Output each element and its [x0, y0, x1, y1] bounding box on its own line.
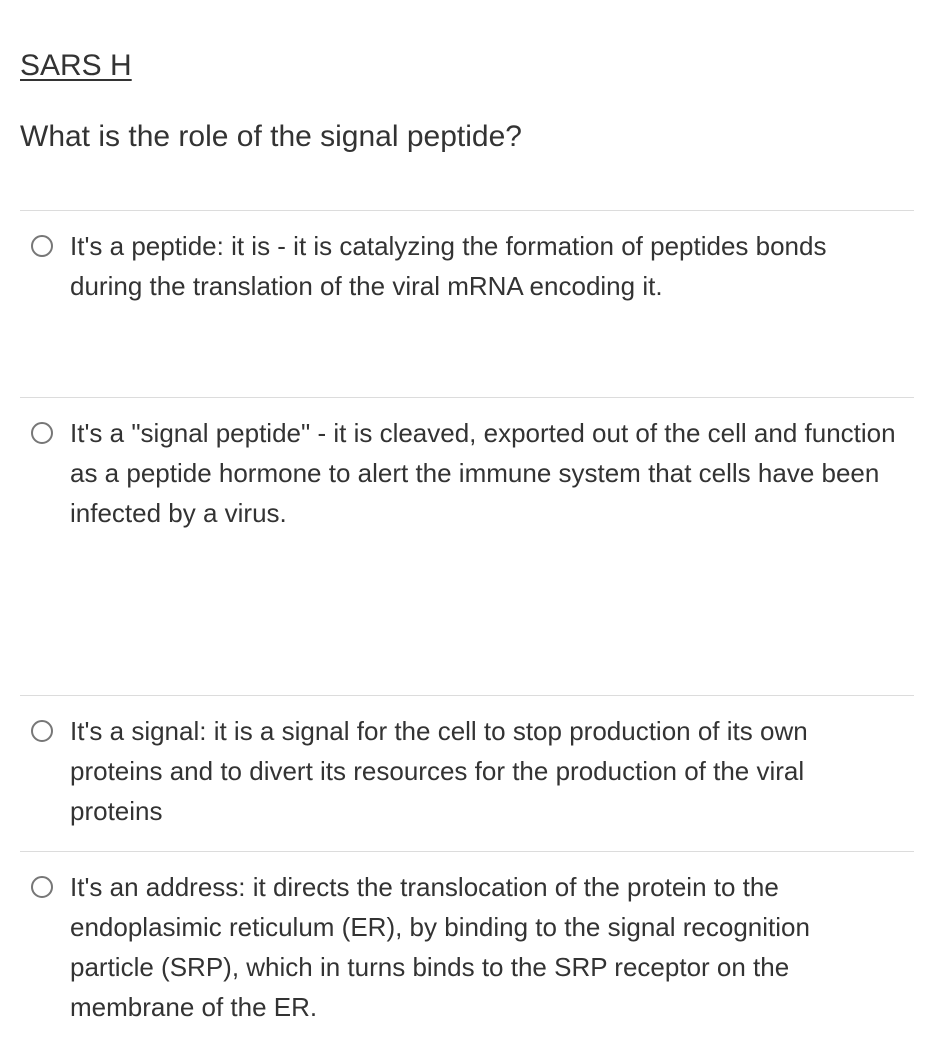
answer-option-1-text: It's a peptide: it is - it is catalyzing the formation of peptides bonds during the translation of the viral mRNA encoding it. [70, 231, 827, 301]
divider [20, 695, 914, 696]
answer-option-3-text: It's a signal: it is a signal for the cell to stop production of its own proteins and to divert its resources for the production of the viral proteins [70, 716, 808, 826]
radio-unchecked-icon[interactable] [31, 720, 53, 742]
divider [20, 210, 914, 211]
answer-option-4-text: It's an address: it directs the translocation of the protein to the endoplasimic reticulum (ER), by binding to the signal recognition particle (SRP), which in turns binds to the SRP receptor on the membrane of the ER. [70, 872, 810, 1022]
divider [20, 851, 914, 852]
divider [20, 397, 914, 398]
answer-option-2-text: It's a "signal peptide" - it is cleaved, exported out of the cell and function as a peptide hormone to alert the immune system that cells have been infected by a virus. [70, 418, 896, 528]
radio-unchecked-icon[interactable] [31, 876, 53, 898]
question-text: What is the role of the signal peptide? [20, 120, 522, 153]
radio-unchecked-icon[interactable] [31, 235, 53, 257]
topic-link[interactable]: SARS H [20, 49, 132, 82]
radio-unchecked-icon[interactable] [31, 422, 53, 444]
